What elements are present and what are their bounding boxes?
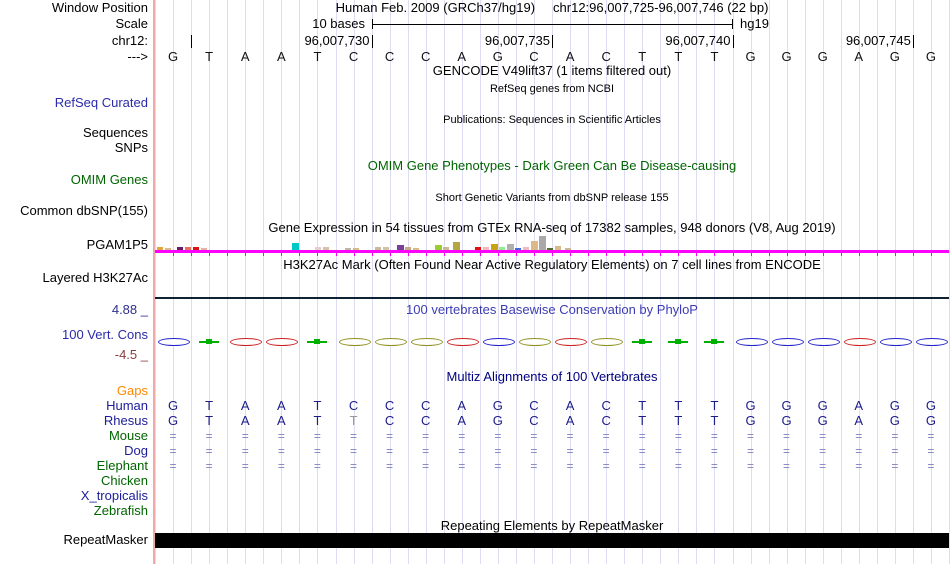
alignment-identity-dog: = <box>747 444 755 458</box>
alignment-identity-elephant: = <box>819 459 827 473</box>
alignment-identity-elephant: = <box>241 459 249 473</box>
track-label-refseq-curated[interactable]: RefSeq Curated <box>54 95 148 110</box>
alignment-identity-mouse: = <box>530 429 538 443</box>
alignment-identity-mouse: = <box>819 429 827 443</box>
sequence-base: A <box>565 49 575 64</box>
alignment-identity-mouse: = <box>710 429 718 443</box>
align-label-rhesus[interactable]: Rhesus <box>103 413 148 428</box>
track-label-layered-h3k27ac[interactable]: Layered H3K27Ac <box>42 270 148 285</box>
alignment-identity-dog: = <box>313 444 321 458</box>
alignment-identity-elephant: = <box>350 459 358 473</box>
alignment-identity-mouse: = <box>494 429 502 443</box>
align-label-elephant[interactable]: Elephant <box>96 458 148 473</box>
sequence-base: T <box>674 49 683 64</box>
alignment-identity-dog: = <box>530 444 538 458</box>
scale-value-label: 10 bases <box>312 16 365 31</box>
align-label-dog[interactable]: Dog <box>124 443 148 458</box>
position-tick-label: 96,007,745 <box>845 33 911 48</box>
alignment-base-human: A <box>854 398 864 413</box>
alignment-identity-elephant: = <box>458 459 466 473</box>
track-label-snps[interactable]: SNPs <box>114 140 148 155</box>
sequence-base: A <box>277 49 286 64</box>
alignment-base-human: A <box>240 398 250 413</box>
sequence-base: T <box>638 49 647 64</box>
alignment-identity-dog: = <box>710 444 718 458</box>
alignment-identity-elephant: = <box>494 459 502 473</box>
alignment-base-human: T <box>674 398 683 413</box>
position-tick-label: 96,007,730 <box>304 33 370 48</box>
alignment-base-rhesus: A <box>457 413 467 428</box>
align-label-x-tropicalis[interactable]: X_tropicalis <box>80 488 148 503</box>
alignment-base-rhesus: G <box>925 413 936 428</box>
alignment-base-rhesus: T <box>313 413 322 428</box>
alignment-identity-elephant: = <box>783 459 791 473</box>
alignment-identity-mouse: = <box>927 429 935 443</box>
alignment-base-rhesus: G <box>492 413 503 428</box>
alignment-base-rhesus: A <box>854 413 864 428</box>
alignment-identity-mouse: = <box>205 429 213 443</box>
alignment-base-human: G <box>745 398 756 413</box>
alignment-base-human: C <box>529 398 539 413</box>
alignment-identity-mouse: = <box>891 429 899 443</box>
alignment-identity-elephant: = <box>891 459 899 473</box>
alignment-identity-elephant: = <box>422 459 430 473</box>
alignment-base-human: C <box>420 398 431 413</box>
track-label-gtex-gene[interactable]: PGAM1P5 <box>86 237 148 252</box>
alignment-identity-dog: = <box>277 444 285 458</box>
alignment-identity-mouse: = <box>783 429 791 443</box>
sequence-base: G <box>781 49 792 64</box>
alignment-identity-elephant: = <box>169 459 177 473</box>
alignment-base-rhesus: C <box>529 413 539 428</box>
alignment-identity-dog: = <box>494 444 502 458</box>
title-multiz: Multiz Alignments of 100 Vertebrates <box>446 369 658 384</box>
title-gencode: GENCODE V49lift37 (1 items filtered out) <box>432 63 672 78</box>
strand-arrow-label[interactable]: ---> <box>127 49 148 64</box>
alignment-identity-mouse: = <box>422 429 430 443</box>
title-gtex: Gene Expression in 54 tissues from GTEx RNA-seq of 17382 samples, 948 donors (V8, Aug 2019) <box>268 220 836 235</box>
alignment-base-human: C <box>601 398 611 413</box>
alignment-identity-dog: = <box>855 444 863 458</box>
conservation-max-label: 4.88 _ <box>111 302 148 317</box>
alignment-identity-elephant: = <box>386 459 394 473</box>
sequence-base: G <box>167 49 179 64</box>
title-refseq-ncbi: RefSeq genes from NCBI <box>489 83 615 95</box>
alignment-identity-elephant: = <box>710 459 718 473</box>
alignment-base-rhesus: C <box>420 413 431 428</box>
chrom-label: chr12: <box>111 33 148 48</box>
range-title: chr12:96,007,725-96,007,746 (22 bp) <box>553 0 769 15</box>
alignment-base-rhesus: G <box>167 413 179 428</box>
alignment-identity-mouse: = <box>458 429 466 443</box>
align-label-human[interactable]: Human <box>106 398 148 413</box>
conservation-min-label: -4.5 _ <box>114 347 148 362</box>
sequence-base: G <box>925 49 936 64</box>
alignment-identity-dog: = <box>891 444 899 458</box>
alignment-identity-dog: = <box>783 444 791 458</box>
track-label-vert-cons[interactable]: 100 Vert. Cons <box>62 327 148 342</box>
sequence-base: C <box>601 49 611 64</box>
title-phylop: 100 vertebrates Basewise Conservation by PhyloP <box>406 302 698 317</box>
alignment-identity-mouse: = <box>747 429 755 443</box>
alignment-base-rhesus: G <box>889 413 900 428</box>
title-omim: OMIM Gene Phenotypes - Dark Green Can Be Disease-causing <box>367 158 737 173</box>
alignment-base-rhesus: C <box>601 413 611 428</box>
alignment-identity-elephant: = <box>313 459 321 473</box>
alignment-identity-mouse: = <box>386 429 394 443</box>
alignment-base-human: A <box>277 398 286 413</box>
sequence-base: T <box>710 49 719 64</box>
alignment-identity-mouse: = <box>241 429 249 443</box>
alignment-identity-dog: = <box>566 444 574 458</box>
track-label-omim-genes[interactable]: OMIM Genes <box>70 172 148 187</box>
sequence-base: C <box>420 49 431 64</box>
alignment-base-human: G <box>889 398 900 413</box>
alignment-base-rhesus: A <box>277 413 286 428</box>
sequence-base: C <box>384 49 395 64</box>
alignment-identity-mouse: = <box>277 429 285 443</box>
title-publications: Publications: Sequences in Scientific Articles <box>443 114 661 126</box>
alignment-base-rhesus: C <box>384 413 395 428</box>
alignment-identity-elephant: = <box>927 459 935 473</box>
track-label-common-dbsnp[interactable]: Common dbSNP(155) <box>20 203 148 218</box>
sequence-base: A <box>457 49 467 64</box>
track-label-sequences[interactable]: Sequences <box>82 125 148 140</box>
alignment-base-human: G <box>492 398 503 413</box>
alignment-identity-mouse: = <box>674 429 682 443</box>
alignment-identity-elephant: = <box>530 459 538 473</box>
alignment-identity-dog: = <box>819 444 827 458</box>
alignment-identity-dog: = <box>638 444 646 458</box>
align-label-chicken[interactable]: Chicken <box>101 473 148 488</box>
sequence-base: G <box>745 49 756 64</box>
title-h3k27ac: H3K27Ac Mark (Often Found Near Active Regulatory Elements) on 7 cell lines from ENCODE <box>283 257 821 272</box>
alignment-identity-dog: = <box>602 444 610 458</box>
alignment-base-rhesus: T <box>710 413 719 428</box>
alignment-base-human: G <box>167 398 179 413</box>
alignment-base-human: T <box>710 398 719 413</box>
track-label-repeatmasker[interactable]: RepeatMasker <box>63 532 148 547</box>
sequence-base: G <box>492 49 503 64</box>
align-label-gaps[interactable]: Gaps <box>116 383 148 398</box>
alignment-base-rhesus: T <box>674 413 683 428</box>
position-tick-label: 96,007,740 <box>665 33 731 48</box>
alignment-base-human: C <box>384 398 395 413</box>
sequence-base: G <box>817 49 828 64</box>
alignment-base-rhesus: T <box>349 413 358 428</box>
align-label-mouse[interactable]: Mouse <box>108 428 148 443</box>
alignment-base-human: C <box>348 398 359 413</box>
alignment-identity-mouse: = <box>602 429 610 443</box>
alignment-identity-dog: = <box>386 444 394 458</box>
alignment-base-rhesus: G <box>781 413 792 428</box>
sequence-base: A <box>854 49 864 64</box>
alignment-base-rhesus: A <box>565 413 575 428</box>
alignment-identity-elephant: = <box>566 459 574 473</box>
alignment-identity-elephant: = <box>602 459 610 473</box>
assembly-title: Human Feb. 2009 (GRCh37/hg19) <box>335 0 536 15</box>
sequence-base: T <box>205 49 214 64</box>
alignment-base-rhesus: G <box>817 413 828 428</box>
alignment-base-human: A <box>565 398 575 413</box>
alignment-identity-dog: = <box>350 444 358 458</box>
alignment-base-human: G <box>817 398 828 413</box>
sequence-base: A <box>240 49 250 64</box>
sequence-base: C <box>348 49 359 64</box>
alignment-base-rhesus: T <box>205 413 214 428</box>
alignment-base-rhesus: G <box>745 413 756 428</box>
alignment-identity-dog: = <box>927 444 935 458</box>
alignment-identity-dog: = <box>205 444 213 458</box>
alignment-identity-mouse: = <box>855 429 863 443</box>
alignment-identity-dog: = <box>674 444 682 458</box>
scale-label: Scale <box>115 16 148 31</box>
sequence-base: C <box>529 49 539 64</box>
alignment-identity-elephant: = <box>205 459 213 473</box>
alignment-base-human: T <box>205 398 214 413</box>
alignment-identity-elephant: = <box>747 459 755 473</box>
alignment-identity-dog: = <box>458 444 466 458</box>
alignment-identity-mouse: = <box>638 429 646 443</box>
alignment-identity-elephant: = <box>855 459 863 473</box>
alignment-identity-elephant: = <box>277 459 285 473</box>
alignment-base-human: T <box>313 398 322 413</box>
alignment-identity-mouse: = <box>313 429 321 443</box>
sequence-base: T <box>313 49 322 64</box>
alignment-base-human: G <box>925 398 936 413</box>
alignment-base-rhesus: T <box>638 413 647 428</box>
alignment-identity-dog: = <box>169 444 177 458</box>
alignment-identity-dog: = <box>241 444 249 458</box>
alignment-identity-elephant: = <box>674 459 682 473</box>
position-tick-label: 96,007,735 <box>484 33 550 48</box>
title-repeatmasker: Repeating Elements by RepeatMasker <box>440 518 664 533</box>
sequence-base: G <box>889 49 900 64</box>
align-label-zebrafish[interactable]: Zebrafish <box>93 503 148 518</box>
alignment-base-human: T <box>638 398 647 413</box>
alignment-identity-elephant: = <box>638 459 646 473</box>
alignment-base-rhesus: A <box>240 413 250 428</box>
window-position-label: Window Position <box>51 0 148 15</box>
alignment-base-human: A <box>457 398 467 413</box>
alignment-identity-dog: = <box>422 444 430 458</box>
assembly-short-label: hg19 <box>740 16 769 31</box>
alignment-base-human: G <box>781 398 792 413</box>
alignment-identity-mouse: = <box>169 429 177 443</box>
title-dbsnp: Short Genetic Variants from dbSNP release 155 <box>435 192 669 204</box>
alignment-identity-mouse: = <box>566 429 574 443</box>
alignment-identity-mouse: = <box>350 429 358 443</box>
repeatmasker-element-bar[interactable] <box>155 533 949 548</box>
